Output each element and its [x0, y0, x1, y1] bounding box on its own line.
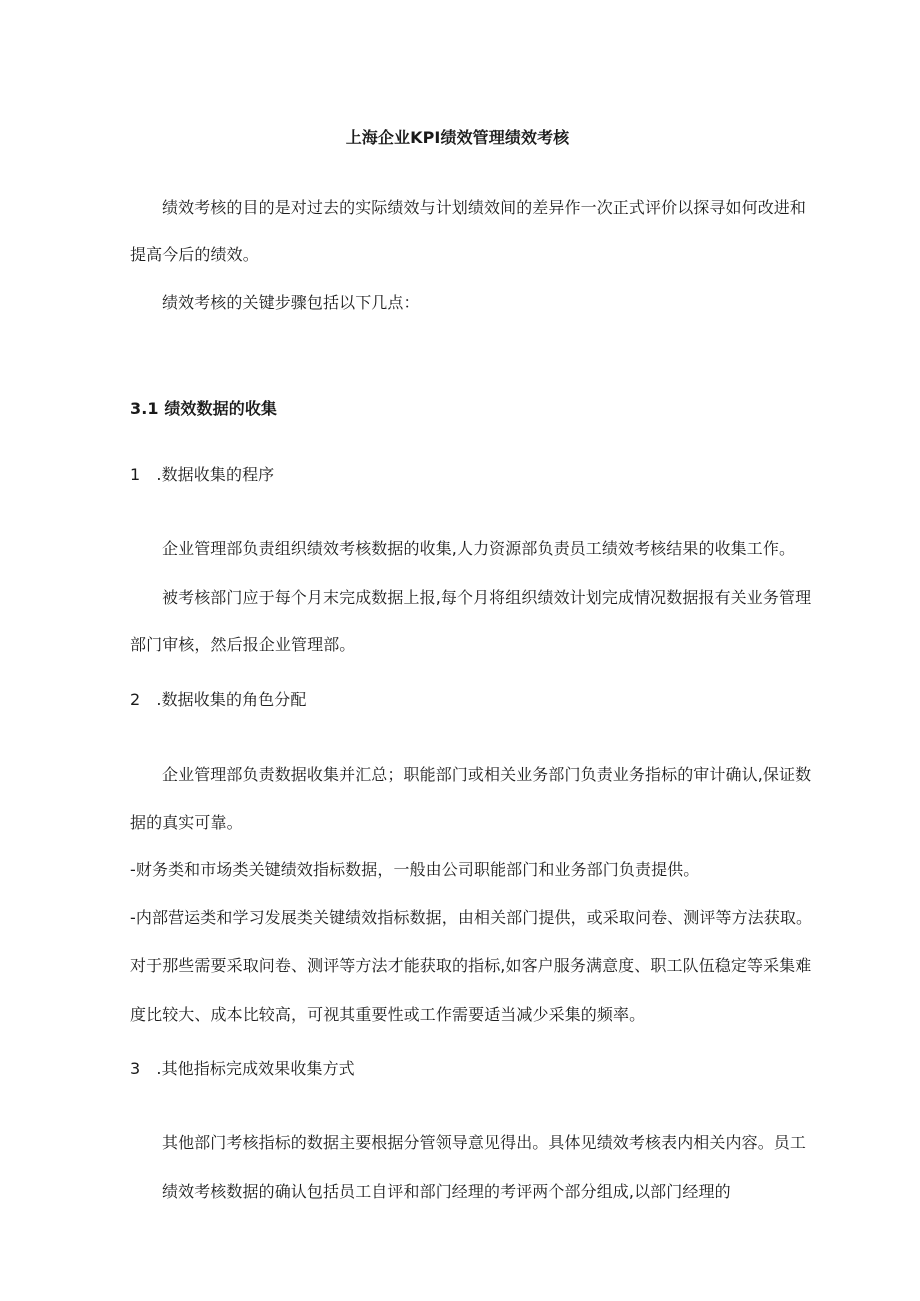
item-2-heading: 2 .数据收集的角色分配 — [130, 690, 307, 709]
item-1-paragraph-1: 企业管理部负责组织绩效考核数据的收集,人力资源部负责员工绩效考核结果的收集工作。 — [162, 539, 796, 558]
item-1-paragraph-2-line-1: 被考核部门应于每个月末完成数据上报,每个月将组织绩效计划完成情况数据报有关业务管理 — [162, 588, 812, 607]
item-3-heading: 3 .其他指标完成效果收集方式 — [130, 1059, 355, 1078]
item-3-paragraph-1-line-1: 其他部门考核指标的数据主要根据分管领导意见得出。具体见绩效考核表内相关内容。员工 — [162, 1133, 807, 1152]
item-2-paragraph-2-line-2: 度比较大、成本比较高，可视其重要性或工作需要适当减少采集的频率。 — [130, 1005, 646, 1024]
item-1-paragraph-2-line-2: 部门审核，然后报企业管理部。 — [130, 635, 356, 654]
item-2-bullet-2: -内部营运类和学习发展类关键绩效指标数据，由相关部门提供，或采取问卷、测评等方法获取。 — [130, 908, 813, 927]
intro-paragraph-2: 绩效考核的关键步骤包括以下几点： — [162, 293, 420, 312]
item-2-paragraph-2-line-1: 对于那些需要采取问卷、测评等方法才能获取的指标,如客户服务满意度、职工队伍稳定等采集难 — [130, 956, 812, 975]
item-1-heading: 1 .数据收集的程序 — [130, 465, 275, 484]
item-2-paragraph-1-line-1: 企业管理部负责数据收集并汇总；职能部门或相关业务部门负责业务指标的审计确认,保证数 — [162, 765, 812, 784]
document-title: 上海企业KPI绩效管理绩效考核 — [345, 128, 570, 147]
intro-paragraph-1-line-1: 绩效考核的目的是对过去的实际绩效与计划绩效间的差异作一次正式评价以探寻如何改进和 — [162, 198, 807, 217]
item-3-paragraph-1-line-2: 绩效考核数据的确认包括员工自评和部门经理的考评两个部分组成,以部门经理的 — [162, 1182, 731, 1201]
item-2-bullet-1: -财务类和市场类关键绩效指标数据，一般由公司职能部门和业务部门负责提供。 — [130, 860, 700, 879]
item-2-paragraph-1-line-2: 据的真实可靠。 — [130, 813, 243, 832]
intro-paragraph-1-line-2: 提高今后的绩效。 — [130, 245, 259, 264]
section-heading: 3.1 绩效数据的收集 — [130, 399, 278, 418]
